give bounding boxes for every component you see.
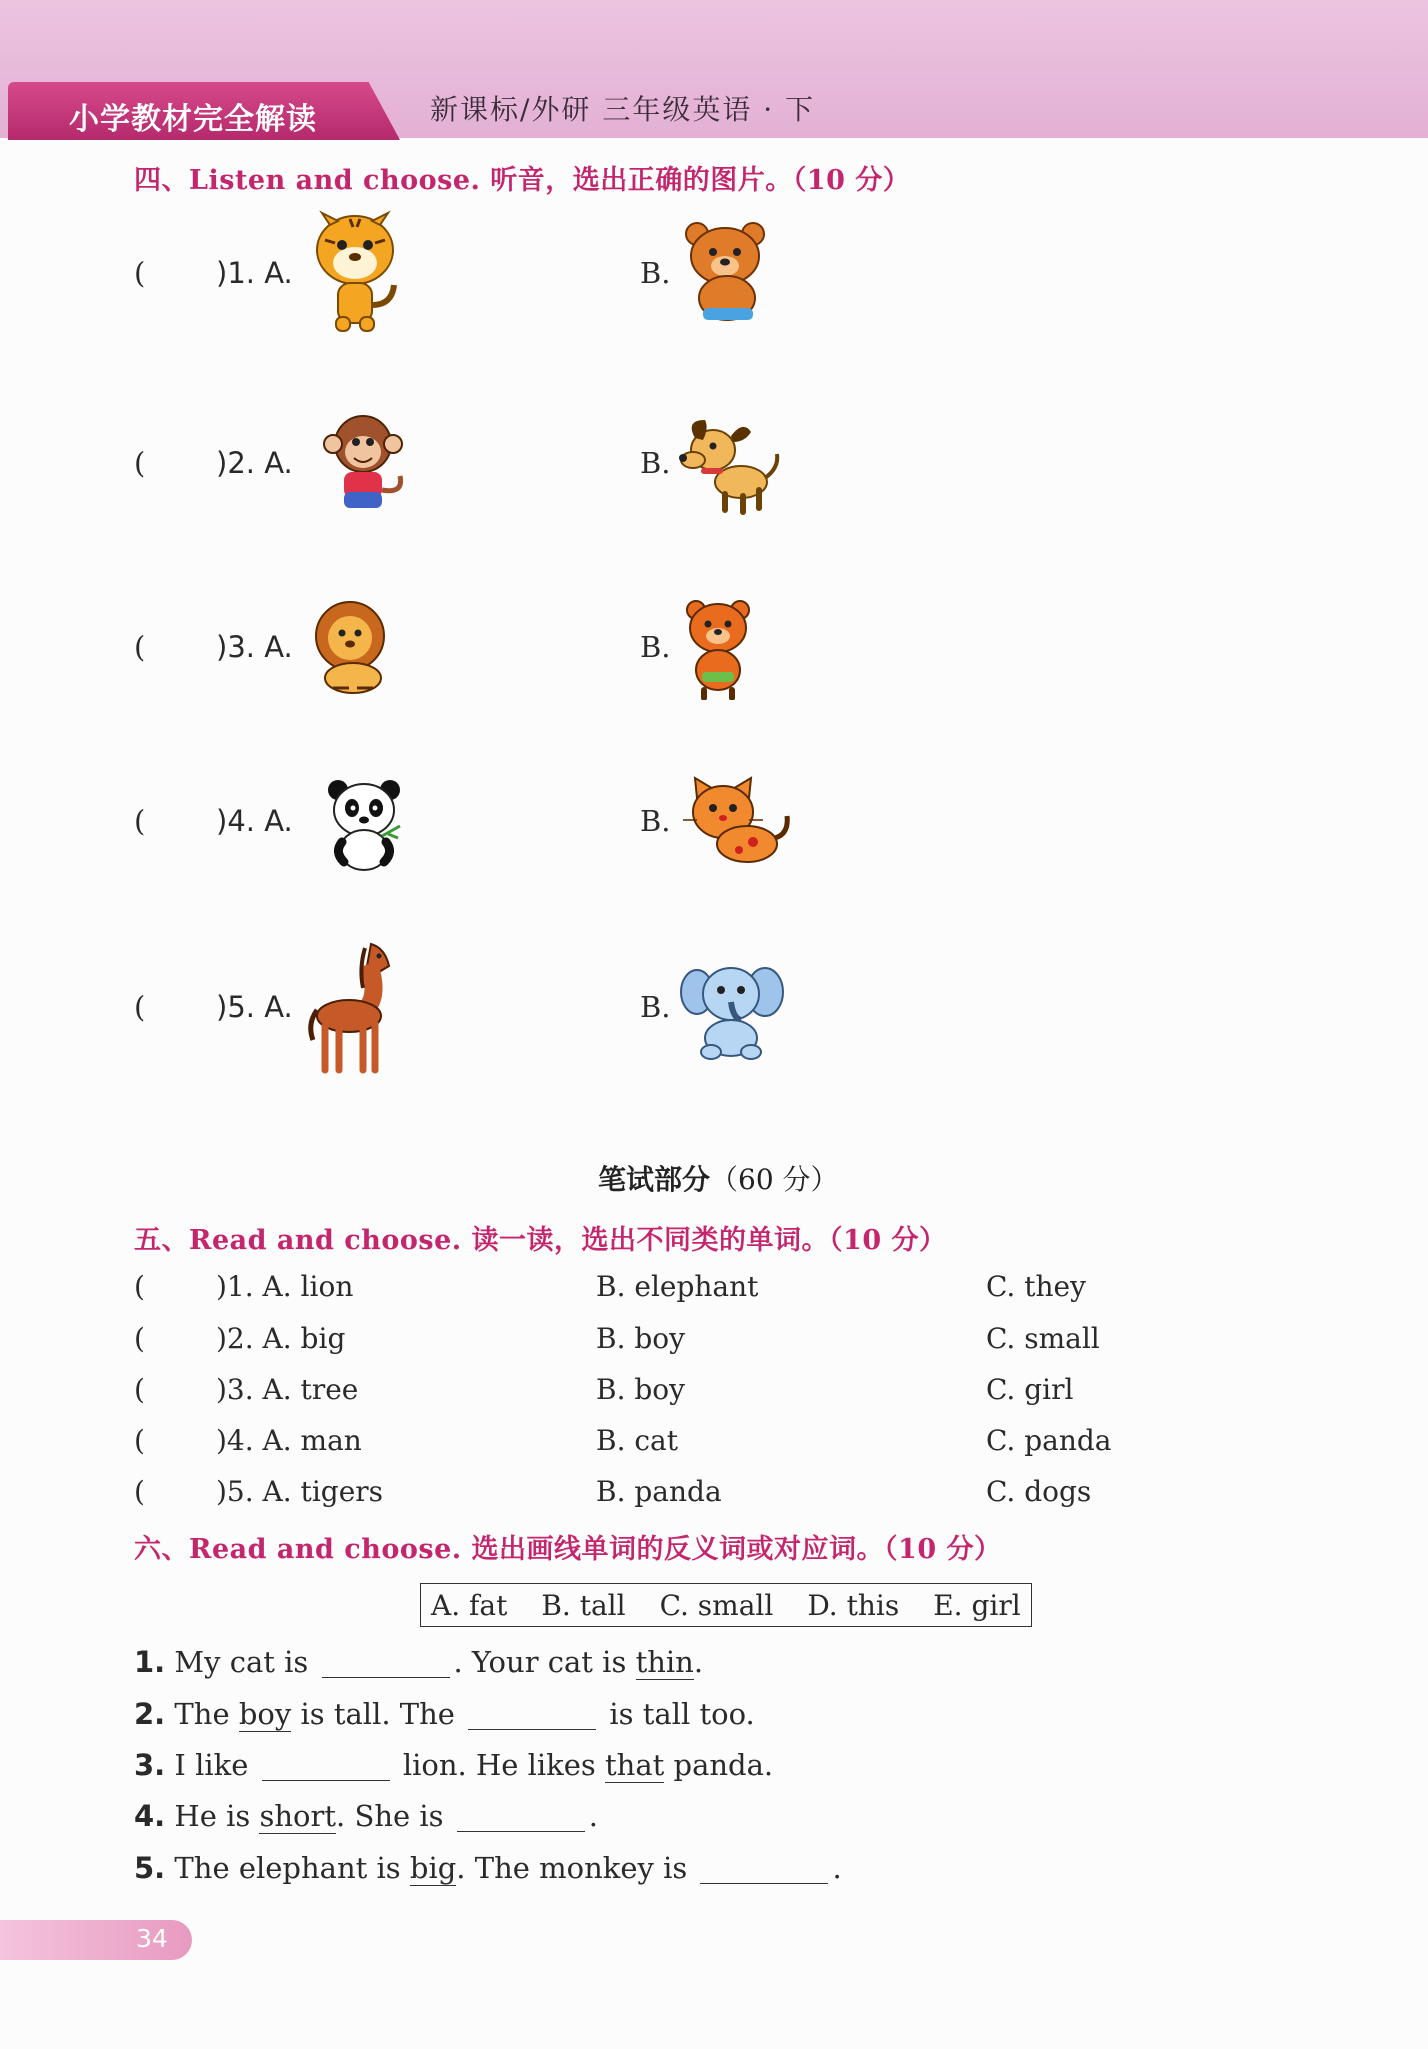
dog-icon[interactable] bbox=[673, 416, 783, 516]
answer-blank[interactable] bbox=[262, 1750, 390, 1781]
lion-icon[interactable] bbox=[305, 600, 395, 695]
option-b: B. boy bbox=[596, 1322, 685, 1355]
option-b-label: B. bbox=[640, 990, 671, 1024]
section-5-title: Read and choose. 读一读，选出不同类的单词。（10 分） bbox=[189, 1225, 947, 1256]
option-c: C. small bbox=[986, 1322, 1100, 1355]
cat-icon[interactable] bbox=[683, 776, 791, 868]
option-b: B. elephant bbox=[596, 1270, 759, 1303]
section-6-heading bbox=[134, 1527, 1002, 1566]
underlined-word: that bbox=[605, 1748, 665, 1782]
word-option: E. girl bbox=[933, 1588, 1021, 1622]
option-b: B. panda bbox=[596, 1475, 722, 1508]
sentence-text: My cat is bbox=[174, 1645, 309, 1679]
sentence-number: 5. bbox=[134, 1851, 166, 1885]
sentence-2 bbox=[134, 1697, 755, 1731]
word-bank bbox=[420, 1583, 1032, 1627]
section-5-number: 五、 bbox=[134, 1225, 189, 1256]
sentence-number: 2. bbox=[134, 1697, 166, 1731]
elephant-icon[interactable] bbox=[679, 958, 785, 1062]
answer-paren[interactable]: ( bbox=[134, 1475, 145, 1508]
sentence-text: is tall too. bbox=[609, 1697, 755, 1731]
answer-paren[interactable]: ( bbox=[134, 1424, 145, 1457]
section-4-title: Listen and choose. 听音，选出正确的图片。（10 分） bbox=[189, 165, 911, 196]
answer-paren[interactable]: ( bbox=[134, 446, 146, 480]
section-5-heading bbox=[134, 1218, 947, 1257]
sentence-number: 3. bbox=[134, 1748, 166, 1782]
option-a: )2. A. big bbox=[216, 1322, 346, 1355]
option-b-label: B. bbox=[640, 804, 671, 838]
section-6-number: 六、 bbox=[134, 1534, 189, 1565]
answer-paren[interactable]: ( bbox=[134, 804, 146, 838]
question-number: )3. A. bbox=[216, 630, 293, 664]
word-option: C. small bbox=[659, 1588, 774, 1622]
question-number: )5. A. bbox=[216, 990, 293, 1024]
written-part-points: （60 分） bbox=[710, 1163, 839, 1196]
option-c: C. panda bbox=[986, 1424, 1112, 1457]
option-c: C. they bbox=[986, 1270, 1086, 1303]
answer-blank[interactable] bbox=[322, 1647, 450, 1678]
underlined-word: short bbox=[259, 1799, 337, 1833]
section-4-number: 四、 bbox=[134, 165, 189, 196]
choice-row-2 bbox=[134, 1322, 1234, 1362]
answer-blank[interactable] bbox=[468, 1699, 596, 1730]
section-6-title: Read and choose. 选出画线单词的反义词或对应词。（10 分） bbox=[189, 1534, 1002, 1565]
written-part-label: 笔试部分 bbox=[598, 1163, 711, 1196]
tiger-icon[interactable] bbox=[300, 205, 410, 335]
answer-paren[interactable]: ( bbox=[134, 1373, 145, 1406]
underlined-word: big bbox=[409, 1851, 457, 1885]
sentence-5 bbox=[134, 1851, 842, 1885]
bear-cub-icon[interactable] bbox=[678, 596, 758, 700]
option-b-label: B. bbox=[640, 256, 671, 290]
page-number: 34 bbox=[136, 1924, 168, 1953]
sentence-text: The elephant is bbox=[174, 1851, 401, 1885]
option-a: )4. A. man bbox=[216, 1424, 362, 1457]
sentence-text: . bbox=[588, 1799, 598, 1833]
monkey-icon[interactable] bbox=[318, 410, 408, 525]
horse-icon[interactable] bbox=[305, 940, 405, 1080]
answer-paren[interactable]: ( bbox=[134, 630, 146, 664]
answer-blank[interactable] bbox=[700, 1853, 828, 1884]
sentence-text: . The monkey is bbox=[456, 1851, 688, 1885]
written-part-heading bbox=[598, 1158, 839, 1198]
answer-paren[interactable]: ( bbox=[134, 1270, 145, 1303]
sentence-text: lion. He likes bbox=[402, 1748, 596, 1782]
sentence-4 bbox=[134, 1799, 598, 1833]
word-option: D. this bbox=[807, 1588, 900, 1622]
sentence-3 bbox=[134, 1748, 773, 1782]
option-b: B. cat bbox=[596, 1424, 679, 1457]
question-number: )4. A. bbox=[216, 804, 293, 838]
option-a: )1. A. lion bbox=[216, 1270, 354, 1303]
option-b-label: B. bbox=[640, 446, 671, 480]
underlined-word: thin bbox=[635, 1645, 694, 1679]
sentence-text: . bbox=[693, 1645, 704, 1679]
choice-row-5 bbox=[134, 1475, 1234, 1515]
choice-row-4 bbox=[134, 1424, 1234, 1464]
underlined-word: boy bbox=[238, 1697, 292, 1731]
panda-icon[interactable] bbox=[322, 776, 406, 872]
series-title: 小学教材完全解读 bbox=[69, 102, 317, 137]
word-option: A. fat bbox=[431, 1588, 508, 1622]
option-c: C. girl bbox=[986, 1373, 1074, 1406]
section-4-heading bbox=[134, 158, 910, 197]
option-a: )5. A. tigers bbox=[216, 1475, 384, 1508]
answer-paren[interactable]: ( bbox=[134, 1322, 145, 1355]
sentence-text: is tall. The bbox=[300, 1697, 455, 1731]
option-b: B. boy bbox=[596, 1373, 685, 1406]
sentence-1 bbox=[134, 1645, 703, 1679]
sentence-text: The bbox=[174, 1697, 230, 1731]
sentence-number: 4. bbox=[134, 1799, 166, 1833]
word-option: B. tall bbox=[541, 1588, 626, 1622]
option-b-label: B. bbox=[640, 630, 671, 664]
answer-paren[interactable]: ( bbox=[134, 990, 146, 1024]
sentence-text: I like bbox=[174, 1748, 249, 1782]
answer-paren[interactable]: ( bbox=[134, 256, 146, 290]
sentence-number: 1. bbox=[134, 1645, 166, 1679]
question-number: )1. A. bbox=[216, 256, 293, 290]
question-number: )2. A. bbox=[216, 446, 293, 480]
bear-icon[interactable] bbox=[675, 218, 775, 328]
sentence-text: . bbox=[832, 1851, 842, 1885]
answer-blank[interactable] bbox=[457, 1801, 585, 1832]
sentence-text: . She is bbox=[336, 1799, 444, 1833]
option-c: C. dogs bbox=[986, 1475, 1092, 1508]
sentence-text: He is bbox=[174, 1799, 251, 1833]
sentence-text: panda. bbox=[673, 1748, 774, 1782]
sentence-text: . Your cat is bbox=[453, 1645, 627, 1679]
book-title: 新课标/外研 三年级英语 · 下 bbox=[430, 93, 816, 126]
choice-row-1 bbox=[134, 1270, 1234, 1310]
choice-row-3 bbox=[134, 1373, 1234, 1413]
option-a: )3. A. tree bbox=[216, 1373, 359, 1406]
